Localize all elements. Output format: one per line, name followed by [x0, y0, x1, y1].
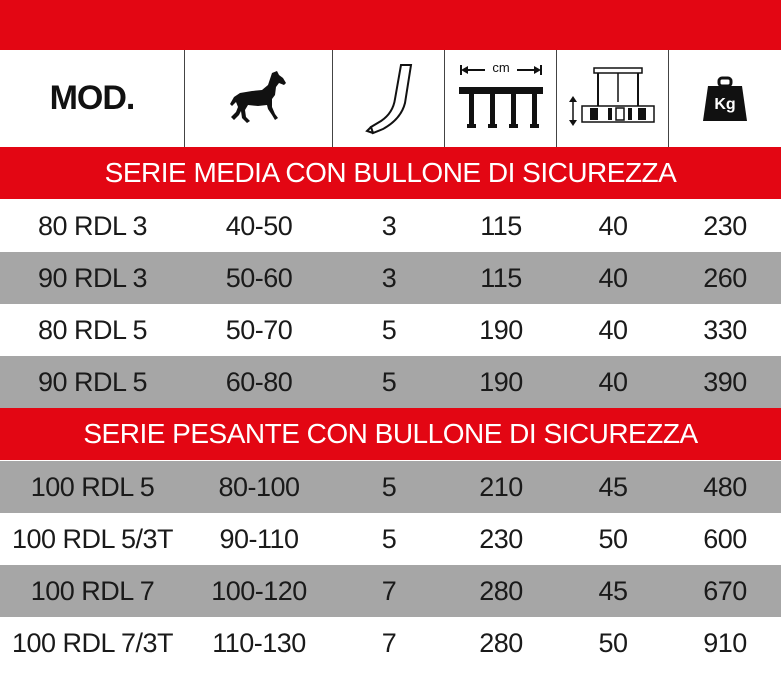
model-label: MOD.	[49, 79, 135, 117]
weight-unit-label: Kg	[714, 96, 736, 113]
cell-power: 90-110	[219, 523, 299, 554]
top-red-bar	[0, 0, 781, 50]
cell-depth: 40	[598, 210, 628, 241]
cell-model: 80 RDL 5	[37, 314, 148, 345]
cell-depth: 40	[598, 366, 628, 397]
cell-shanks: 3	[381, 262, 397, 293]
cell-model: 100 RDL 7/3T	[11, 627, 174, 658]
cell-power: 50-70	[225, 314, 293, 345]
cell-model: 90 RDL 5	[37, 366, 148, 397]
cell-power: 110-130	[212, 627, 306, 658]
cell-model: 100 RDL 7	[30, 575, 155, 606]
cell-power: 40-50	[225, 210, 293, 241]
cell-depth: 45	[598, 471, 628, 502]
section-title: SERIE MEDIA CON BULLONE DI SICUREZZA	[0, 147, 781, 199]
cell-power: 100-120	[211, 575, 307, 606]
cell-depth: 50	[598, 523, 628, 554]
cell-weight: 910	[703, 627, 747, 658]
cell-width: 280	[479, 627, 523, 658]
cell-width: 210	[479, 471, 523, 502]
table-row	[0, 200, 781, 252]
cell-model: 80 RDL 3	[37, 210, 148, 241]
header-depth	[557, 50, 669, 147]
cell-model: 90 RDL 3	[37, 262, 148, 293]
cell-shanks: 7	[381, 627, 397, 658]
table-row	[0, 461, 781, 513]
cell-weight: 480	[703, 471, 747, 502]
header-weight	[669, 50, 781, 147]
horse-icon	[228, 69, 290, 129]
cell-shanks: 7	[381, 575, 397, 606]
cell-depth: 40	[598, 314, 628, 345]
table-row	[0, 304, 781, 356]
cell-power: 60-80	[225, 366, 293, 397]
cell-shanks: 5	[381, 523, 397, 554]
cell-weight: 230	[703, 210, 747, 241]
cell-width: 230	[479, 523, 523, 554]
cell-shanks: 5	[381, 314, 397, 345]
cell-width: 115	[480, 210, 522, 241]
section-title: SERIE PESANTE CON BULLONE DI SICUREZZA	[0, 408, 781, 460]
cell-weight: 330	[703, 314, 747, 345]
cell-width: 190	[479, 366, 523, 397]
cell-model: 100 RDL 5	[30, 471, 155, 502]
cell-shanks: 5	[381, 471, 397, 502]
cell-weight: 390	[703, 366, 747, 397]
table-row	[0, 356, 781, 408]
cell-width: 280	[479, 575, 523, 606]
cell-width: 190	[479, 314, 523, 345]
table-header	[0, 50, 781, 147]
cell-weight: 600	[703, 523, 747, 554]
table-row	[0, 565, 781, 617]
header-model	[0, 50, 185, 147]
cell-depth: 45	[598, 575, 628, 606]
width-unit-label: cm	[492, 60, 510, 75]
ripper-shank-icon	[361, 63, 417, 135]
cell-shanks: 5	[381, 366, 397, 397]
header-shanks	[333, 50, 445, 147]
cell-weight: 670	[703, 575, 747, 606]
cell-power: 80-100	[218, 471, 300, 502]
header-width	[445, 50, 557, 147]
cell-weight: 260	[703, 262, 747, 293]
cell-power: 50-60	[225, 262, 293, 293]
table-row	[0, 513, 781, 565]
table-row	[0, 252, 781, 304]
cell-width: 115	[480, 262, 522, 293]
header-power	[185, 50, 333, 147]
table-row	[0, 617, 781, 669]
cell-shanks: 3	[381, 210, 397, 241]
working-depth-icon	[568, 66, 658, 132]
cell-depth: 40	[598, 262, 628, 293]
cell-depth: 50	[598, 627, 628, 658]
cell-model: 100 RDL 5/3T	[11, 523, 174, 554]
